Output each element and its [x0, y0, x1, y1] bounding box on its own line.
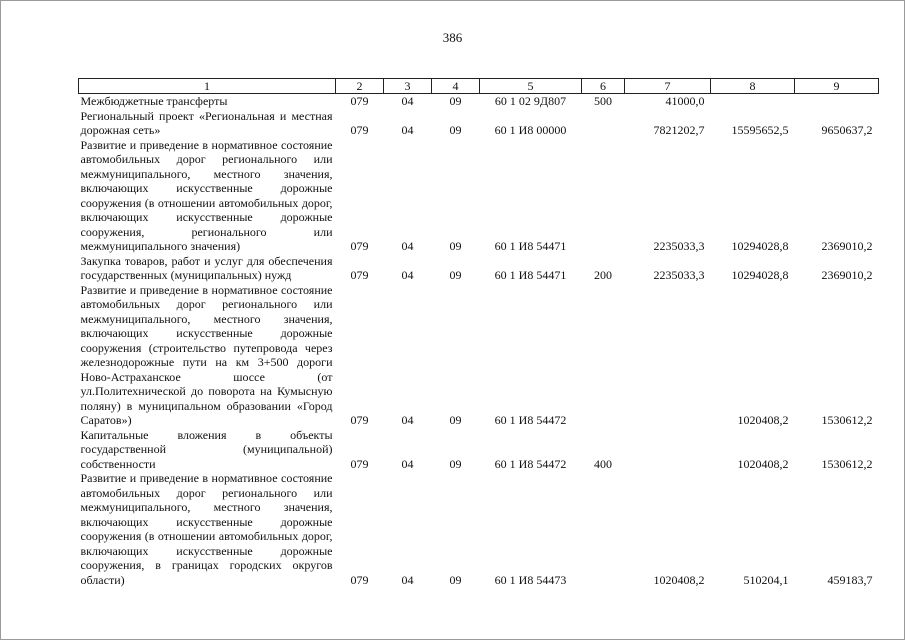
amount-col7	[625, 283, 711, 428]
row-name: Закупка товаров, работ и услуг для обеспечения государственных (муниципальных) нужд	[80, 253, 333, 282]
expense-type-code: 200	[594, 268, 612, 282]
column-header: 7	[625, 79, 711, 94]
column-header: 6	[582, 79, 625, 94]
amount-col7: 41000,0	[665, 94, 705, 108]
amount-col8: 510204,1	[743, 572, 789, 587]
column-header: 3	[384, 79, 432, 94]
amount-col7: 7821202,7	[653, 123, 705, 137]
table-row	[79, 428, 879, 472]
subsection-code: 09	[449, 572, 462, 587]
expense-type-code: 500	[594, 94, 612, 108]
amount-col9: 9650637,2	[821, 123, 873, 137]
target-article-code: 60 1 И8 54471	[494, 239, 567, 253]
amount-col8: 15595652,5	[731, 123, 789, 137]
table-row	[79, 138, 879, 254]
row-name: Развитие и приведение в нормативное состояние автомобильных дорог регионального или межмуниципального, местного значения, включающих искусственные дорожные сооружения (в отношении автомобильных дорог, включающих искусственные дорожные сооружения, регионального или межмуниципального значения)	[80, 137, 333, 253]
subsection-code: 09	[449, 268, 462, 282]
amount-col9	[795, 94, 879, 109]
ministry-code: 079	[350, 123, 369, 137]
section-code: 04	[401, 94, 414, 108]
amount-col8: 1020408,2	[737, 456, 789, 471]
subsection-code: 09	[449, 239, 462, 253]
expense-type-code	[582, 138, 625, 254]
amount-col9: 1530612,2	[821, 413, 873, 427]
ministry-code: 079	[350, 239, 369, 253]
amount-col8: 1020408,2	[737, 413, 789, 427]
amount-col9: 1530612,2	[821, 456, 873, 471]
subsection-code: 09	[449, 123, 462, 137]
expense-type-code	[582, 283, 625, 428]
amount-col9: 2369010,2	[821, 239, 873, 253]
section-code: 04	[401, 413, 414, 427]
subsection-code: 09	[449, 94, 462, 108]
section-code: 04	[401, 123, 414, 137]
amount-col7: 2235033,3	[653, 239, 705, 253]
column-header: 1	[79, 79, 336, 94]
expense-type-code	[582, 471, 625, 587]
subsection-code: 09	[449, 456, 462, 471]
page-number: 386	[442, 30, 463, 45]
target-article-code: 60 1 И8 54471	[494, 268, 567, 282]
ministry-code: 079	[350, 413, 369, 427]
amount-col8	[711, 94, 795, 109]
target-article-code: 60 1 И8 54473	[494, 572, 567, 587]
target-article-code: 60 1 И8 54472	[494, 413, 567, 427]
target-article-code: 60 1 02 9Д807	[494, 94, 567, 108]
column-header: 9	[795, 79, 879, 94]
amount-col7: 1020408,2	[653, 572, 705, 587]
ministry-code: 079	[350, 94, 369, 108]
table-row	[79, 471, 879, 587]
column-header: 5	[480, 79, 582, 94]
table-header-row	[79, 79, 879, 94]
expense-type-code: 400	[594, 456, 612, 471]
column-header: 2	[336, 79, 384, 94]
subsection-code: 09	[449, 413, 462, 427]
row-name: Развитие и приведение в нормативное состояние автомобильных дорог регионального или межмуниципального, местного значения, включающих искусственные дорожные сооружения (строительство путепровода через железнодорожные пути на км 3+500 дороги Ново-Астраханское шоссе (от ул.Политехнической до поворота на Кумысную поляну) в муниципальном образовании «Город Саратов»)	[80, 282, 333, 427]
ministry-code: 079	[350, 572, 369, 587]
target-article-code: 60 1 И8 54472	[494, 456, 567, 471]
ministry-code: 079	[350, 268, 369, 282]
section-code: 04	[401, 268, 414, 282]
budget-table	[78, 78, 879, 587]
amount-col9: 2369010,2	[821, 268, 873, 282]
row-name: Капитальные вложения в объекты государственной (муниципальной) собственности	[80, 427, 333, 471]
section-code: 04	[401, 572, 414, 587]
expense-type-code	[582, 109, 625, 138]
table-row	[79, 254, 879, 283]
row-name: Развитие и приведение в нормативное состояние автомобильных дорог регионального или межмуниципального, местного значения, включающих искусственные дорожные сооружения (в отношении автомобильных дорог, включающих искусственные дорожные сооружения, в границах городских округов области)	[80, 471, 333, 587]
table-row	[79, 94, 879, 109]
amount-col7	[625, 428, 711, 472]
section-code: 04	[401, 239, 414, 253]
table-row	[79, 109, 879, 138]
target-article-code: 60 1 И8 00000	[494, 123, 567, 137]
column-header: 4	[432, 79, 480, 94]
amount-col9: 459183,7	[827, 572, 873, 587]
row-name: Межбюджетные трансферты	[80, 94, 228, 108]
amount-col7: 2235033,3	[653, 268, 705, 282]
section-code: 04	[401, 456, 414, 471]
row-name: Региональный проект «Региональная и местная дорожная сеть»	[80, 108, 333, 137]
table-row	[79, 283, 879, 428]
ministry-code: 079	[350, 456, 369, 471]
amount-col8: 10294028,8	[731, 239, 789, 253]
column-header: 8	[711, 79, 795, 94]
amount-col8: 10294028,8	[731, 268, 789, 282]
